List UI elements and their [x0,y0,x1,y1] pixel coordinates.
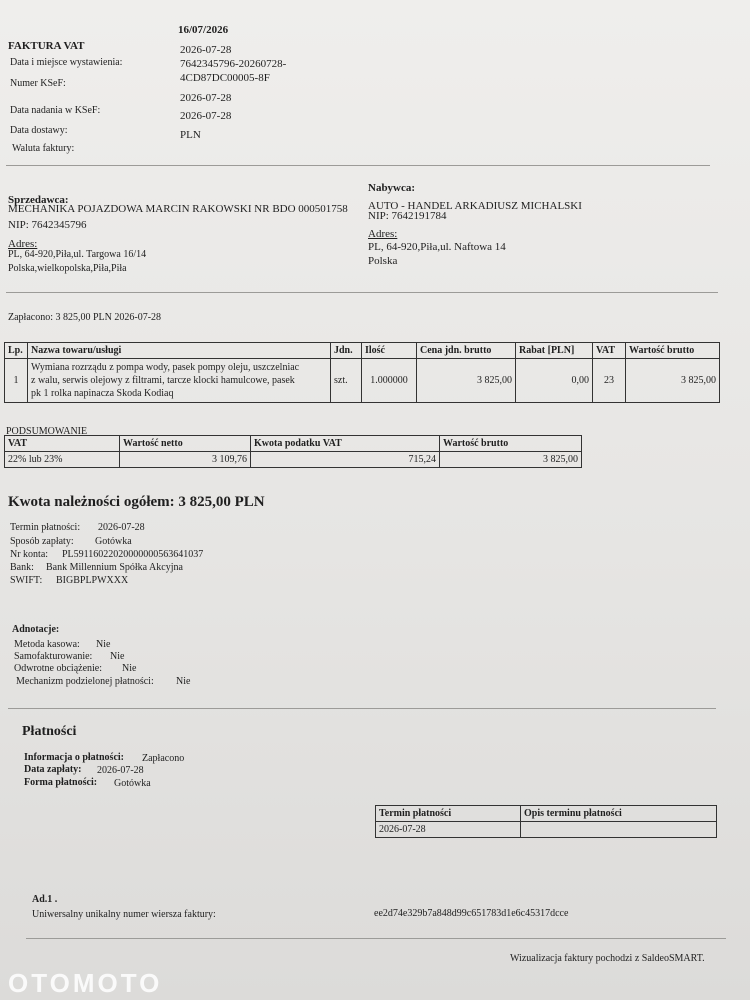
account-number-label: Nr konta: [10,549,49,560]
payment-term-value: 2026-07-28 [98,522,145,533]
payment-date-value: 2026-07-28 [97,765,144,776]
seller-heading: Sprzedawca: [8,194,69,206]
payment-info-value: Zapłacono [142,753,185,764]
col-vat: VAT [593,343,626,359]
divider [26,938,726,939]
col-payment-description: Opis terminu płatności [521,806,717,822]
row-lp: 1 [5,359,28,403]
annotation-label: Metoda kasowa: [14,639,80,650]
swift-label: SWIFT: [10,575,43,586]
buyer-address-line1: PL, 64-920,Piła,ul. Naftowa 14 [368,241,506,253]
row-name-line: pk 1 rolka napinacza Skoda Kodiaq [31,388,174,399]
annotation-label: Odwrotne obciążenie: [14,663,103,674]
summary-table-header [5,436,582,452]
payment-form-label: Forma płatności: [24,777,98,788]
row-price: 3 825,00 [417,359,516,403]
row-total: 3 825,00 [626,359,720,403]
invoice-title: FAKTURA VAT [8,40,85,52]
ksef-date-value: 2026-07-28 [180,92,232,104]
buyer-address-line2: Polska [368,255,398,267]
row-id-value: ee2d74e329b7a848d99c651783d1e6c45317dcce [374,908,569,919]
annotation-label: Mechanizm podzielonej płatności: [16,676,154,687]
annotation-value: Nie [122,663,137,674]
currency-label: Waluta faktury: [12,143,75,154]
summary-vat: 22% lub 23% [5,452,120,468]
col-lp: Lp. [5,343,28,359]
row-qty: 1.000000 [362,359,417,403]
buyer-address-label: Adres: [368,228,398,240]
payment-term-cell: 2026-07-28 [376,822,521,838]
top-date: 16/07/2026 [178,24,229,36]
payments-title: Płatności [22,724,77,739]
delivery-date-label: Data dostawy: [10,125,68,136]
items-table-header [5,343,720,359]
summary-title: PODSUMOWANIE [6,426,88,437]
seller-nip: NIP: 7642345796 [8,219,87,231]
watermark-logo: OTOMOTO [8,968,163,998]
paid-line: Zapłacono: 3 825,00 PLN 2026-07-28 [8,312,162,323]
annotation-label: Samofakturowanie: [14,651,93,662]
ad-label: Ad.1 . [32,894,58,905]
row-id-label: Uniwersalny unikalny numer wiersza faktury: [32,909,216,920]
account-number-value: PL59116022020000000563641037 [62,549,204,560]
buyer-heading: Nabywca: [368,182,416,194]
table-row [5,359,720,403]
summary-net: 3 109,76 [120,452,251,468]
payment-terms-header [376,806,717,822]
visualization-note: Wizualizacja faktury pochodzi z SaldeoSMART. [510,953,705,964]
col-unit: Jdn. [331,343,362,359]
summary-tax: 715,24 [251,452,440,468]
row-vat: 23 [593,359,626,403]
divider [6,165,710,166]
table-row [376,822,717,838]
summary-col-gross: Wartość brutto [440,436,582,452]
summary-col-tax: Kwota podatku VAT [251,436,440,452]
summary-col-net: Wartość netto [120,436,251,452]
delivery-date-value: 2026-07-28 [180,110,232,122]
payment-term-label: Termin płatności: [10,522,81,533]
items-table [4,342,720,403]
seller-name-text: MECHANIKA POJAZDOWA MARCIN RAKOWSKI NR BDO 000501758 [8,203,348,215]
annotation-value: Nie [96,639,111,650]
swift-value: BIGBPLPWXXX [56,575,129,586]
payment-info-label: Informacja o płatności: [24,752,124,763]
row-discount: 0,00 [516,359,593,403]
payment-form-value: Gotówka [114,778,151,789]
total-due: Kwota należności ogółem: 3 825,00 PLN [8,494,265,510]
issue-date-label: Data i miejsce wystawienia: [10,57,123,68]
seller-address-line1: PL, 64-920,Piła,ul. Targowa 16/14 [8,249,147,260]
ksef-number-value: 7642345796-20260728- [180,58,287,70]
divider [8,708,716,709]
ksef-date-label: Data nadania w KSeF: [10,105,101,116]
summary-col-vat: VAT [5,436,120,452]
payment-description-cell [521,822,717,838]
col-price: Cena jdn. brutto [417,343,516,359]
payment-date-label: Data zapłaty: [24,764,82,775]
currency-value: PLN [180,129,201,141]
col-discount: Rabat [PLN] [516,343,593,359]
annotation-value: Nie [110,651,125,662]
buyer-name: AUTO - HANDEL ARKADIUSZ MICHALSKI [368,200,582,212]
payment-method-value: Gotówka [95,536,132,547]
col-payment-term: Termin płatności [376,806,521,822]
col-name: Nazwa towaru/usługi [28,343,331,359]
col-total: Wartość brutto [626,343,720,359]
annotations-title: Adnotacje: [12,624,60,635]
issue-date-value: 2026-07-28 [180,44,232,56]
seller-address-label: Adres: [8,238,38,250]
row-name-line: Wymiana rozrządu z pompa wody, pasek pompy oleju, uszczelniac [31,362,300,373]
buyer-nip: NIP: 7642191784 [368,210,447,222]
bank-value: Bank Millennium Spółka Akcyjna [46,562,183,573]
summary-table [4,435,582,468]
bank-label: Bank: [10,562,34,573]
row-name [28,359,331,403]
seller-address-line2: Polska,wielkopolska,Piła,Piła [8,263,127,274]
divider [6,292,718,293]
annotation-value: Nie [176,676,191,687]
row-unit: szt. [331,359,362,403]
col-qty: Ilość [362,343,417,359]
table-row [5,452,582,468]
ksef-number-label: Numer KSeF: [10,78,66,89]
ksef-number-value-2: 4CD87DC00005-8F [180,72,270,84]
payment-terms-table [375,805,717,838]
row-name-line: z walu, serwis olejowy z filtrami, tarcze klocki hamulcowe, pasek [31,375,295,386]
payment-method-label: Sposób zapłaty: [10,536,74,547]
summary-gross: 3 825,00 [440,452,582,468]
